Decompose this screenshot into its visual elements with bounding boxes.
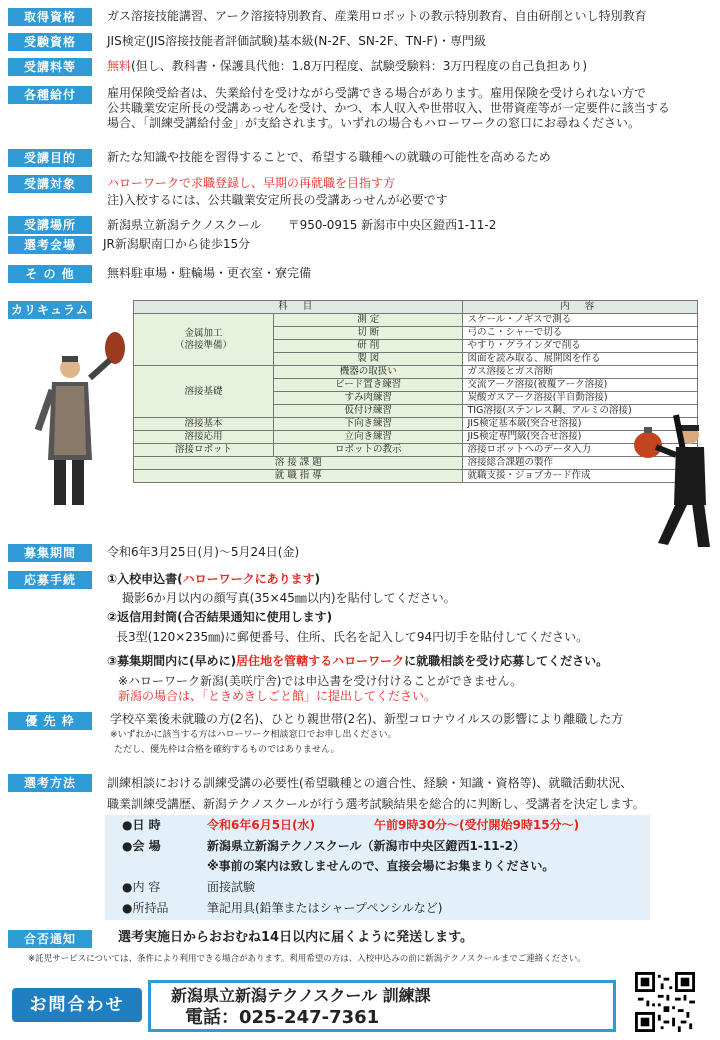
curriculum-sub: 下向き練習: [274, 418, 463, 431]
table-row: [134, 366, 698, 379]
selection-venue-label: ●会 場: [122, 839, 161, 853]
selection-content-label: ●内 容: [122, 880, 161, 894]
curriculum-content: やすり・グラインダで削る: [463, 340, 698, 353]
curriculum-content: 溶接総合課題の製作: [463, 457, 698, 470]
venue-address: 新潟市中央区鐙西1-11-2: [361, 218, 497, 232]
selection-content-value: 面接試験: [207, 880, 256, 894]
curriculum-cat: 溶接ロボット: [134, 444, 274, 457]
curriculum-table: [133, 300, 698, 483]
curriculum-content: 溶接ロボットへのデータ入力: [463, 444, 698, 457]
selection-venue-value: 新潟県立新潟テクノスクール（新潟市中央区鐙西1-11-2）: [207, 839, 525, 853]
apply-note2: 新潟の場合は、「ときめきしごと館」に提出してください。: [118, 689, 437, 703]
benefits-line-1: 雇用保険受給者は、失業給付を受けながら受講できる場合があります。雇用保険を受けられない方で: [107, 86, 647, 100]
benefits-line-3: 場合、「訓練受講給付金」が支給されます。いずれの場合もハローワークの窓口にお尋ねください。: [107, 116, 641, 130]
curriculum-content: JIS検定専門級(突合せ溶接): [463, 431, 698, 444]
priority-note2: ただし、優先枠は合格を確約するものではありません。: [114, 745, 340, 755]
label-purpose: 受講目的: [8, 149, 92, 167]
curriculum-sub: 仮付け練習: [274, 405, 463, 418]
curriculum-sub: すみ肉練習: [274, 392, 463, 405]
label-recruit: 募集期間: [8, 544, 92, 562]
selection-items-value: 筆記用具(鉛筆またはシャープペンシルなど): [207, 901, 443, 915]
selection-date-value: 令和6年6月5日(水): [207, 818, 316, 832]
exam-text: JIS検定(JIS溶接技能者評価試験)基本級(N-2F、SN-2F、TN-F)・専門級: [107, 34, 486, 48]
curriculum-content: 就職支援・ジョブカード作成: [463, 470, 698, 483]
curriculum-sub: 研 削: [274, 340, 463, 353]
target-text: ハローワークで求職登録し、早期の再就職を目指す方: [107, 176, 396, 190]
label-qualification: 取得資格: [8, 8, 92, 26]
label-curriculum: カリキュラム: [8, 301, 92, 319]
curriculum-content: 弓のこ・シャーで切る: [463, 327, 698, 340]
curriculum-sub: ロボットの教示: [274, 444, 463, 457]
contact-box: [148, 980, 616, 1032]
label-selection: 選考方法: [8, 774, 92, 792]
table-row: [134, 418, 698, 431]
curriculum-cat: 溶接応用: [134, 431, 274, 444]
label-target: 受講対象: [8, 175, 92, 193]
benefits-line-2: 公共職業安定所長の受講あっせんを受け、かつ、本人収入や世帯収入、世帯資産等が一定要件に該当する: [107, 101, 670, 115]
curriculum-sub: 切 断: [274, 327, 463, 340]
table-row: [134, 314, 698, 327]
curriculum-cat: 溶接基礎: [134, 366, 274, 418]
curriculum-content: 交流アーク溶接(被覆アーク溶接): [463, 379, 698, 392]
curriculum-content: TIG溶接(ステンレス鋼、アルミの溶接): [463, 405, 698, 418]
selection-date-label: ●日 時: [122, 818, 161, 832]
recruit-text: 令和6年3月25日(月)～5月24日(金): [107, 545, 300, 559]
welder-right-illustration: [628, 405, 718, 555]
table-row: [134, 444, 698, 457]
welder-left-illustration: [30, 330, 130, 510]
apply-step2: ②返信用封筒(合否結果通知に使用します): [107, 610, 333, 624]
selection-time-value: 午前9時30分～(受付開始9時15分～): [374, 818, 580, 832]
venue-postal: 〒950-0915: [287, 218, 358, 232]
curriculum-header-content: 内 容: [463, 301, 698, 314]
table-row: [134, 431, 698, 444]
venue-name: 新潟県立新潟テクノスクール: [107, 218, 262, 232]
target-note: 注)入校するには、公共職業安定所長の受講あっせんが必要です: [107, 193, 448, 207]
qr-code[interactable]: [635, 972, 695, 1032]
curriculum-header-subject: 科 目: [134, 301, 463, 314]
label-benefits: 各種給付: [8, 86, 92, 104]
selection-line2: 職業訓練受講歴、新潟テクノスクールが行う選考試験結果を総合的に判断し、受講者を決定します。: [107, 797, 645, 811]
priority-text: 学校卒業後未就職の方(2名)、ひとり親世帯(2名)、新型コロナウイルスの影響により離職した方: [110, 712, 624, 726]
apply-note1: ※ハローワーク新潟(美咲庁舎)では申込書を受け付けることができません。: [118, 674, 523, 688]
apply-step2-detail: 長3型(120×235㎜)に郵便番号、住所、氏名を記入して94円切手を貼付してください。: [116, 630, 589, 644]
selection-items-label: ●所持品: [122, 901, 169, 915]
label-priority: 優 先 枠: [8, 712, 92, 730]
fee-free: 無料: [107, 59, 132, 73]
contact-org: 新潟県立新潟テクノスクール 訓練課: [171, 986, 431, 1005]
label-fee: 受講料等: [8, 58, 92, 76]
curriculum-sub: 機器の取扱い: [274, 366, 463, 379]
curriculum-cat: 金属加工 （溶接準備）: [134, 314, 274, 366]
fee-line: [107, 59, 587, 74]
table-row: [134, 470, 698, 483]
label-selection-venue: 選考会場: [8, 236, 92, 254]
selection-venue-note: ※事前の案内は致しませんので、直接会場にお集まりください。: [207, 859, 555, 873]
purpose-text: 新たな知識や技能を習得することで、希望する職種への就職の可能性を高めるため: [107, 150, 551, 164]
priority-note1: ※いずれかに該当する方はハローワーク相談窓口でお申し出ください。: [110, 730, 397, 740]
contact-tab: お問合わせ: [12, 988, 142, 1022]
label-other: そ の 他: [8, 265, 92, 283]
apply-step1: ①入校申込書(ハローワークにあります): [107, 572, 321, 586]
curriculum-content: JIS検定基本級(突合せ溶接): [463, 418, 698, 431]
curriculum-cat: 就 職 指 導: [134, 470, 463, 483]
apply-step3: ③募集期間内に(早めに)居住地を管轄するハローワークに就職相談を受け応募してください。: [107, 654, 609, 668]
curriculum-sub: ビード置き練習: [274, 379, 463, 392]
selection-line1: 訓練相談における訓練受講の必要性(希望職種との適合性、経験・知識・資格等)、就職活動状況、: [107, 776, 633, 790]
table-row: [134, 457, 698, 470]
curriculum-cat: 溶 接 課 題: [134, 457, 463, 470]
curriculum-cat: 溶接基本: [134, 418, 274, 431]
venue-access: JR新潟駅南口から徒歩15分: [103, 237, 251, 251]
label-venue: 受講場所: [8, 216, 92, 234]
apply-step1-detail: 撮影6か月以内の顔写真(35×45㎜以内)を貼付してください。: [122, 591, 456, 605]
curriculum-sub: 製 図: [274, 353, 463, 366]
qualification-text: ガス溶接技能講習、アーク溶接特別教育、産業用ロボットの教示特別教育、自由研削といし特別教育: [107, 9, 647, 23]
label-exam: 受験資格: [8, 33, 92, 51]
footnote: ※託児サービスについては、条件により利用できる場合があります。利用希望の方は、入校申込みの前に新潟テクノスクールまでご連絡ください。: [28, 954, 586, 964]
result-text: 選考実施日からおおむね14日以内に届くように発送します。: [118, 930, 474, 945]
curriculum-content: 図面を読み取る、展開図を作る: [463, 353, 698, 366]
other-text: 無料駐車場・駐輪場・更衣室・寮完備: [107, 266, 312, 280]
contact-phone: 電話：025-247-7361: [185, 1007, 380, 1028]
curriculum-content: スケール・ノギスで測る: [463, 314, 698, 327]
venue-line: [107, 218, 496, 233]
curriculum-sub: 測 定: [274, 314, 463, 327]
curriculum-sub: 立向き練習: [274, 431, 463, 444]
label-result: 合否通知: [8, 930, 92, 948]
curriculum-content: 炭酸ガスアーク溶接(半自動溶接): [463, 392, 698, 405]
curriculum-content: ガス溶接とガス溶断: [463, 366, 698, 379]
label-apply: 応募手続: [8, 571, 92, 589]
fee-text: (但し、教科書・保護具代他：1.8万円程度、試験受験料：3万円程度の自己負担あり): [131, 59, 588, 73]
